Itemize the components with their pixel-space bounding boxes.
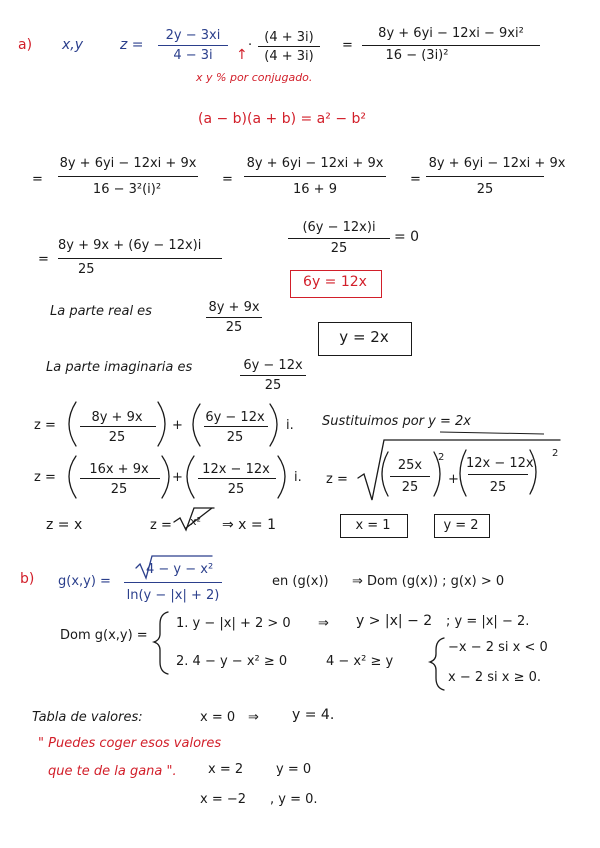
frac1-denominator: 4 − 3i — [173, 48, 213, 63]
equals-3: = — [222, 172, 233, 187]
real-part-denominator: 25 — [225, 320, 243, 335]
paren-close-2 — [270, 404, 277, 446]
z-sub2-den1: 25 — [110, 482, 128, 497]
result-box-text: y = 2x — [339, 328, 389, 346]
z-equals-sqrt: z = — [150, 518, 172, 533]
piecewise-2: x − 2 si x ≥ 0. — [448, 670, 542, 685]
imag-zero-numerator: (6y − 12x)i — [302, 220, 376, 235]
red-result-text: 6y = 12x — [303, 274, 367, 290]
condition-1-result: y > |x| − 2 — [356, 613, 433, 629]
z-sub1-equals: z = — [34, 418, 56, 433]
note-line-2: que te de la gana ". — [48, 764, 177, 779]
frac5-bar — [244, 176, 386, 177]
frac4-numerator: 8y + 6yi − 12xi + 9x — [59, 156, 197, 171]
paren-open-1 — [69, 402, 76, 446]
paren-open-3 — [69, 456, 76, 498]
z-equals-x: z = x — [46, 517, 83, 533]
imag-part-numerator: 6y − 12x — [243, 358, 303, 373]
frac3-numerator: 8y + 6yi − 12xi − 9xi² — [378, 26, 524, 41]
imag-part-denominator: 25 — [264, 378, 282, 393]
modulus-num1: 25x — [397, 458, 423, 473]
imag-zero-equals: = 0 — [394, 229, 420, 245]
z-sub1-den1: 25 — [108, 430, 126, 445]
function-bar — [124, 582, 222, 583]
paren-close-1 — [158, 402, 165, 446]
imag-part-bar — [240, 375, 306, 376]
part-b-label: b) — [20, 571, 35, 587]
frac4-bar — [58, 176, 198, 177]
z-sub2-bar2 — [198, 478, 276, 479]
z-sub2-equals: z = — [34, 470, 56, 485]
z-equals: z = — [120, 37, 144, 53]
implies-x-equals-1: ⇒ x = 1 — [222, 517, 277, 533]
value-2-x: x = 2 — [208, 762, 244, 777]
modulus-num2: 12x − 12x — [466, 456, 534, 471]
value-1-y: y = 4. — [292, 707, 335, 723]
function-g: g(x,y) = — [58, 574, 111, 589]
equals-2: = — [32, 172, 43, 187]
dom-brace — [154, 612, 168, 674]
box-x-text: x = 1 — [355, 518, 391, 533]
frac6-denominator: 25 — [476, 182, 494, 197]
condition-2: 2. 4 − y − x² ≥ 0 — [176, 654, 288, 669]
paren-open-2 — [193, 404, 200, 446]
note-line-1: " Puedes coger esos valores — [38, 736, 222, 751]
imag-zero-bar — [288, 238, 390, 239]
function-denominator: ln(y − |x| + 2) — [126, 588, 220, 603]
frac6-numerator: 8y + 6yi − 12xi + 9x — [428, 156, 566, 171]
z-sub1-i: i. — [286, 418, 294, 433]
paren-close-4 — [278, 456, 285, 498]
frac6-bar — [426, 176, 544, 177]
value-1-x: x = 0 — [200, 710, 236, 725]
difference-of-squares: (a − b)(a + b) = a² − b² — [198, 111, 366, 127]
condition-1-implies: ⇒ — [318, 616, 329, 631]
part-a-label: a) — [18, 37, 33, 53]
function-numerator: 4 − y − x² — [146, 562, 214, 577]
real-part-text: La parte real es — [50, 304, 152, 319]
up-arrow-icon: ↑ — [236, 47, 248, 63]
real-part-numerator: 8y + 9x — [208, 300, 260, 315]
table-label: Tabla de valores: — [32, 710, 143, 725]
box-y-text: y = 2 — [443, 518, 479, 533]
piecewise-brace — [430, 638, 444, 690]
z-sub1-num1: 8y + 9x — [91, 410, 143, 425]
frac7-denominator: 25 — [78, 262, 95, 277]
z-sub1-plus: + — [172, 418, 183, 433]
condition-1-equation: ; y = |x| − 2. — [446, 614, 530, 629]
frac5-denominator: 16 + 9 — [293, 182, 337, 197]
z-sub2-num1: 16x + 9x — [89, 462, 149, 477]
imag-zero-denominator: 25 — [330, 241, 348, 256]
modulus-equals: z = — [326, 472, 348, 487]
value-3-y: , y = 0. — [270, 792, 318, 807]
z-sub2-plus: + — [172, 470, 183, 485]
modulus-den1: 25 — [401, 480, 419, 495]
sqrt-argument: x² — [190, 515, 201, 528]
variables-label: x,y — [62, 37, 84, 53]
modulus-exp2: 2 — [552, 448, 559, 459]
equals-4: = — [410, 172, 421, 187]
piecewise-1: −x − 2 si x < 0 — [448, 640, 548, 655]
real-part-bar — [206, 317, 262, 318]
modulus-bar1 — [390, 476, 430, 477]
paren-open-4 — [187, 456, 194, 498]
z-sub1-den2: 25 — [226, 430, 244, 445]
value-3-x: x = −2 — [200, 792, 247, 807]
dom-condition: ⇒ Dom (g(x)) ; g(x) > 0 — [352, 574, 505, 589]
equals-1: = — [342, 38, 353, 53]
conjugate-note: x y % por conjugado. — [196, 71, 313, 84]
value-2-y: y = 0 — [276, 762, 312, 777]
frac1-bar — [158, 45, 228, 46]
mult-dot: · — [248, 38, 253, 53]
modulus-plus: + — [448, 472, 459, 487]
z-sub2-den2: 25 — [227, 482, 245, 497]
frac2-bar — [258, 46, 320, 47]
z-sub1-bar2 — [204, 426, 268, 427]
z-sub1-bar1 — [80, 426, 156, 427]
paren-close-3 — [162, 456, 169, 498]
frac3-denominator: 16 − (3i)² — [385, 48, 449, 63]
frac7-bar — [58, 258, 222, 259]
frac4-denominator: 16 − 3²(i)² — [92, 182, 162, 197]
modulus-den2: 25 — [489, 480, 507, 495]
z-sub2-i: i. — [294, 470, 302, 485]
value-1-implies: ⇒ — [248, 710, 259, 725]
substitute-underline — [440, 432, 544, 434]
condition-2-result: 4 − x² ≥ y — [326, 654, 394, 669]
modulus-bar2 — [468, 474, 528, 475]
z-sub2-num2: 12x − 12x — [202, 462, 270, 477]
substitute-text: Sustituimos por y = 2x — [322, 414, 471, 429]
frac2-denominator: (4 + 3i) — [264, 49, 314, 64]
z-sub1-num2: 6y − 12x — [205, 410, 265, 425]
modulus-exp1: 2 — [438, 452, 445, 463]
z-sub2-bar1 — [80, 478, 160, 479]
frac5-numerator: 8y + 6yi − 12xi + 9x — [246, 156, 384, 171]
en-text: en (g(x)) — [272, 574, 329, 589]
equals-5: = — [38, 252, 49, 267]
imag-part-text: La parte imaginaria es — [46, 360, 193, 375]
frac1-numerator: 2y − 3xi — [165, 28, 221, 43]
dom-label: Dom g(x,y) = — [60, 628, 148, 643]
frac2-numerator: (4 + 3i) — [264, 30, 314, 45]
frac3-bar — [362, 45, 540, 46]
condition-1: 1. y − |x| + 2 > 0 — [176, 616, 291, 631]
frac7-numerator: 8y + 9x + (6y − 12x)i — [58, 238, 202, 253]
